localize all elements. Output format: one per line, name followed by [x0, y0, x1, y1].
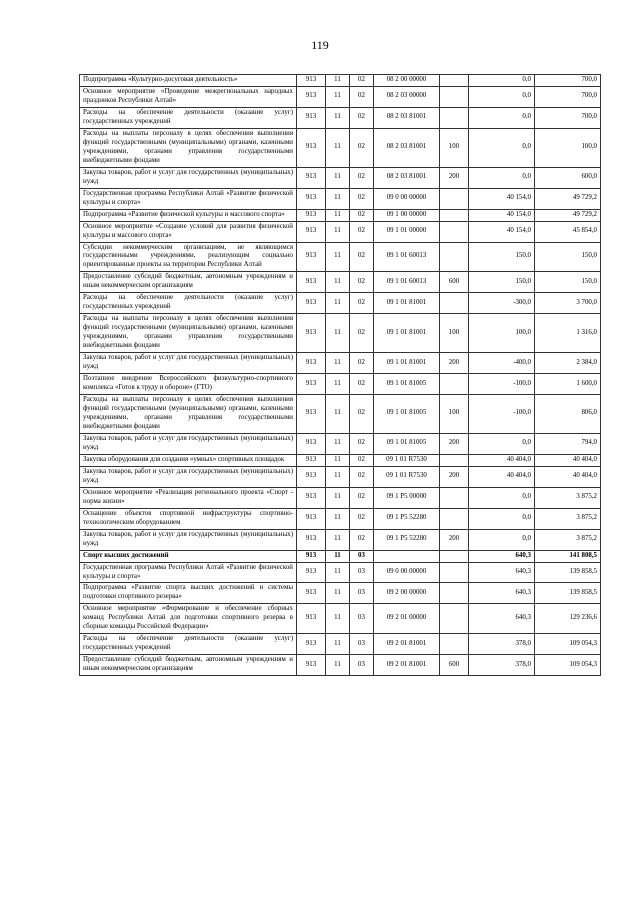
total-amount-cell: 700,0: [535, 75, 601, 87]
ministry-code-cell: 913: [297, 529, 326, 550]
section-cell: 11: [326, 487, 350, 508]
ministry-code-cell: 913: [297, 508, 326, 529]
ministry-code-cell: 913: [297, 550, 326, 562]
expense-type-cell: 600: [440, 272, 469, 293]
target-article-cell: 08 2 00 00000: [374, 75, 440, 87]
ministry-code-cell: 913: [297, 454, 326, 466]
line-item-name: Закупка товаров, работ и услуг для государственных (муниципальных) нужд: [80, 433, 297, 454]
expense-type-cell: 200: [440, 433, 469, 454]
section-cell: 11: [326, 272, 350, 293]
expense-type-cell: [440, 293, 469, 314]
expense-type-cell: [440, 562, 469, 583]
target-article-cell: 09 1 01 R7530: [374, 454, 440, 466]
total-amount-cell: 3 875,2: [535, 529, 601, 550]
line-item-name: Расходы на выплаты персоналу в целях обеспечения выполнения функций государственными (муниципальными) органами, казенными учреждениями, органами управления государственными внебюджетными фондами: [80, 128, 297, 167]
total-amount-cell: 3 875,2: [535, 508, 601, 529]
change-amount-cell: 0,0: [469, 433, 535, 454]
total-amount-cell: 700,0: [535, 107, 601, 128]
table-row: [80, 529, 601, 550]
table-row: [80, 487, 601, 508]
target-article-cell: 09 2 00 00000: [374, 583, 440, 604]
line-item-name: Спорт высших достижений: [80, 550, 297, 562]
subsection-cell: 02: [350, 75, 374, 87]
table-row: [80, 634, 601, 655]
subsection-cell: 02: [350, 353, 374, 374]
target-article-cell: 09 1 01 R7530: [374, 466, 440, 487]
expense-type-cell: [440, 188, 469, 209]
table-row: [80, 583, 601, 604]
expense-type-cell: 200: [440, 529, 469, 550]
total-amount-cell: 139 858,5: [535, 562, 601, 583]
section-cell: 11: [326, 583, 350, 604]
change-amount-cell: -400,0: [469, 353, 535, 374]
line-item-name: Поэтапное внедрение Всероссийского физкультурно-спортивного комплекса «Готов к труду и обороне» (ГТО): [80, 374, 297, 395]
total-amount-cell: 40 404,0: [535, 454, 601, 466]
total-amount-cell: 150,0: [535, 242, 601, 272]
section-cell: 11: [326, 454, 350, 466]
subsection-cell: 02: [350, 487, 374, 508]
subsection-cell: 03: [350, 604, 374, 634]
change-amount-cell: 0,0: [469, 487, 535, 508]
subsection-cell: 02: [350, 128, 374, 167]
section-cell: 11: [326, 529, 350, 550]
ministry-code-cell: 913: [297, 562, 326, 583]
expense-type-cell: 600: [440, 655, 469, 676]
total-amount-cell: 3 700,0: [535, 293, 601, 314]
section-cell: 11: [326, 314, 350, 353]
table-row: [80, 221, 601, 242]
section-cell: 11: [326, 221, 350, 242]
target-article-cell: 09 2 01 00000: [374, 604, 440, 634]
expense-type-cell: [440, 583, 469, 604]
line-item-name: Основное мероприятие «Формирование и обеспечение сборных команд Республики Алтай для подготовки спортивного резерва в сборные команды Российской Федерации»: [80, 604, 297, 634]
section-cell: 11: [326, 353, 350, 374]
line-item-name: Закупка товаров, работ и услуг для государственных (муниципальных) нужд: [80, 353, 297, 374]
change-amount-cell: 0,0: [469, 167, 535, 188]
expense-type-cell: [440, 454, 469, 466]
subsection-cell: 02: [350, 508, 374, 529]
change-amount-cell: 640,3: [469, 550, 535, 562]
target-article-cell: 09 1 00 00000: [374, 209, 440, 221]
ministry-code-cell: 913: [297, 395, 326, 434]
target-article-cell: 09 2 01 81001: [374, 655, 440, 676]
change-amount-cell: 0,0: [469, 128, 535, 167]
ministry-code-cell: 913: [297, 353, 326, 374]
table-row: [80, 86, 601, 107]
total-amount-cell: 1 600,0: [535, 374, 601, 395]
ministry-code-cell: 913: [297, 487, 326, 508]
line-item-name: Предоставление субсидий бюджетным, автономным учреждениям и иным некоммерческим организациям: [80, 272, 297, 293]
total-amount-cell: 139 858,5: [535, 583, 601, 604]
total-amount-cell: 49 729,2: [535, 209, 601, 221]
subsection-cell: 02: [350, 272, 374, 293]
change-amount-cell: 40 154,0: [469, 221, 535, 242]
line-item-name: Основное мероприятие «Реализация регионального проекта «Спорт - норма жизни»: [80, 487, 297, 508]
subsection-cell: 02: [350, 314, 374, 353]
subsection-cell: 02: [350, 242, 374, 272]
line-item-name: Предоставление субсидий бюджетным, автономным учреждениям и иным некоммерческим организациям: [80, 655, 297, 676]
change-amount-cell: 40 154,0: [469, 209, 535, 221]
section-cell: 11: [326, 433, 350, 454]
expense-type-cell: [440, 374, 469, 395]
subsection-cell: 02: [350, 209, 374, 221]
target-article-cell: 09 0 00 00000: [374, 562, 440, 583]
total-amount-cell: 700,0: [535, 86, 601, 107]
table-row: [80, 272, 601, 293]
section-cell: 11: [326, 209, 350, 221]
line-item-name: Государственная программа Республики Алтай «Развитие физической культуры и спорта»: [80, 562, 297, 583]
table-row: [80, 107, 601, 128]
budget-table: [79, 74, 601, 676]
ministry-code-cell: 913: [297, 209, 326, 221]
change-amount-cell: 0,0: [469, 107, 535, 128]
section-cell: 11: [326, 128, 350, 167]
change-amount-cell: -100,0: [469, 395, 535, 434]
change-amount-cell: 378,0: [469, 634, 535, 655]
subsection-cell: 02: [350, 374, 374, 395]
line-item-name: Расходы на обеспечение деятельности (оказание услуг) государственных учреждений: [80, 107, 297, 128]
line-item-name: Расходы на обеспечение деятельности (оказание услуг) государственных учреждений: [80, 293, 297, 314]
ministry-code-cell: 913: [297, 433, 326, 454]
line-item-name: Закупка товаров, работ и услуг для государственных (муниципальных) нужд: [80, 466, 297, 487]
total-amount-cell: 40 404,0: [535, 466, 601, 487]
section-cell: 11: [326, 395, 350, 434]
table-row: [80, 75, 601, 87]
ministry-code-cell: 913: [297, 374, 326, 395]
total-amount-cell: 49 729,2: [535, 188, 601, 209]
table-row: [80, 353, 601, 374]
target-article-cell: 09 1 01 81005: [374, 395, 440, 434]
section-cell: 11: [326, 604, 350, 634]
ministry-code-cell: 913: [297, 583, 326, 604]
section-cell: 11: [326, 167, 350, 188]
ministry-code-cell: 913: [297, 86, 326, 107]
target-article-cell: 09 1 P5 52280: [374, 529, 440, 550]
table-row: [80, 562, 601, 583]
change-amount-cell: 150,0: [469, 242, 535, 272]
table-row: [80, 395, 601, 434]
table-row: [80, 209, 601, 221]
change-amount-cell: 378,0: [469, 655, 535, 676]
target-article-cell: 09 1 P5 52280: [374, 508, 440, 529]
change-amount-cell: 640,3: [469, 562, 535, 583]
change-amount-cell: 640,3: [469, 583, 535, 604]
expense-type-cell: [440, 604, 469, 634]
line-item-name: Подпрограмма «Развитие спорта высших достижений и системы подготовки спортивного резерва»: [80, 583, 297, 604]
subsection-cell: 03: [350, 655, 374, 676]
table-row: [80, 508, 601, 529]
total-amount-cell: 100,0: [535, 128, 601, 167]
ministry-code-cell: 913: [297, 604, 326, 634]
expense-type-cell: [440, 107, 469, 128]
table-row: [80, 293, 601, 314]
table-row: [80, 454, 601, 466]
line-item-name: Государственная программа Республики Алтай «Развитие физической культуры и спорта»: [80, 188, 297, 209]
total-amount-cell: 45 854,0: [535, 221, 601, 242]
section-cell: 11: [326, 634, 350, 655]
section-cell: 11: [326, 374, 350, 395]
subsection-cell: 03: [350, 634, 374, 655]
ministry-code-cell: 913: [297, 466, 326, 487]
target-article-cell: 09 1 01 60013: [374, 272, 440, 293]
section-cell: 11: [326, 86, 350, 107]
expense-type-cell: [440, 75, 469, 87]
subsection-cell: 02: [350, 395, 374, 434]
line-item-name: Расходы на выплаты персоналу в целях обеспечения выполнения функций государственными (муниципальными) органами, казенными учреждениями, органами управления государственными внебюджетными фондами: [80, 314, 297, 353]
line-item-name: Оснащение объектов спортивной инфраструктуры спортивно-технологическим оборудованием: [80, 508, 297, 529]
expense-type-cell: [440, 221, 469, 242]
expense-type-cell: [440, 487, 469, 508]
change-amount-cell: 0,0: [469, 508, 535, 529]
section-cell: 11: [326, 188, 350, 209]
subsection-cell: 03: [350, 550, 374, 562]
expense-type-cell: [440, 86, 469, 107]
subsection-cell: 02: [350, 466, 374, 487]
subsection-cell: 02: [350, 188, 374, 209]
subsection-cell: 02: [350, 433, 374, 454]
target-article-cell: 08 2 03 81001: [374, 167, 440, 188]
line-item-name: Основное мероприятие «Проведение межрегиональных народных праздников Республики Алтай»: [80, 86, 297, 107]
target-article-cell: 09 1 01 81005: [374, 374, 440, 395]
ministry-code-cell: 913: [297, 293, 326, 314]
table-row: [80, 604, 601, 634]
ministry-code-cell: 913: [297, 272, 326, 293]
subsection-cell: 02: [350, 293, 374, 314]
table-row: [80, 374, 601, 395]
section-cell: 11: [326, 550, 350, 562]
section-cell: 11: [326, 508, 350, 529]
subsection-cell: 02: [350, 529, 374, 550]
line-item-name: Закупка товаров, работ и услуг для государственных (муниципальных) нужд: [80, 529, 297, 550]
change-amount-cell: 0,0: [469, 75, 535, 87]
target-article-cell: [374, 550, 440, 562]
ministry-code-cell: 913: [297, 188, 326, 209]
section-cell: 11: [326, 293, 350, 314]
subsection-cell: 03: [350, 562, 374, 583]
line-item-name: Основное мероприятие «Создание условий для развития физической культуры и массового спорта»: [80, 221, 297, 242]
table-row: [80, 128, 601, 167]
table-row: [80, 188, 601, 209]
change-amount-cell: 150,0: [469, 272, 535, 293]
subsection-cell: 02: [350, 167, 374, 188]
section-cell: 11: [326, 107, 350, 128]
line-item-name: Закупка товаров, работ и услуг для государственных (муниципальных) нужд: [80, 167, 297, 188]
target-article-cell: 09 2 01 81001: [374, 634, 440, 655]
change-amount-cell: 0,0: [469, 529, 535, 550]
target-article-cell: 09 1 01 81001: [374, 314, 440, 353]
total-amount-cell: 109 054,3: [535, 655, 601, 676]
line-item-name: Подпрограмма «Культурно-досуговая деятельность»: [80, 75, 297, 87]
ministry-code-cell: 913: [297, 221, 326, 242]
expense-type-cell: 200: [440, 466, 469, 487]
target-article-cell: 09 1 01 81001: [374, 353, 440, 374]
total-amount-cell: 2 384,0: [535, 353, 601, 374]
expense-type-cell: 100: [440, 128, 469, 167]
change-amount-cell: 0,0: [469, 86, 535, 107]
ministry-code-cell: 913: [297, 167, 326, 188]
change-amount-cell: 40 404,0: [469, 454, 535, 466]
line-item-name: Закупка оборудования для создания «умных» спортивных площадок: [80, 454, 297, 466]
target-article-cell: 09 1 01 81005: [374, 433, 440, 454]
page-number: 119: [311, 38, 329, 52]
expense-type-cell: [440, 242, 469, 272]
section-cell: 11: [326, 75, 350, 87]
target-article-cell: 09 1 P5 00000: [374, 487, 440, 508]
table-row: [80, 167, 601, 188]
change-amount-cell: -100,0: [469, 374, 535, 395]
change-amount-cell: -300,0: [469, 293, 535, 314]
line-item-name: Субсидии некоммерческим организациям, не являющимся государственными учреждениями, реализующим социально ориентированные проекты на территории Республики Алтай: [80, 242, 297, 272]
ministry-code-cell: 913: [297, 314, 326, 353]
table-row: [80, 655, 601, 676]
total-amount-cell: 129 236,6: [535, 604, 601, 634]
table-row: [80, 433, 601, 454]
total-amount-cell: 600,0: [535, 167, 601, 188]
table-row: [80, 466, 601, 487]
subsection-cell: 03: [350, 583, 374, 604]
change-amount-cell: 40 154,0: [469, 188, 535, 209]
target-article-cell: 08 2 03 81001: [374, 107, 440, 128]
ministry-code-cell: 913: [297, 634, 326, 655]
expense-type-cell: [440, 209, 469, 221]
change-amount-cell: 40 404,0: [469, 466, 535, 487]
target-article-cell: 09 1 01 00000: [374, 221, 440, 242]
target-article-cell: 08 2 03 00000: [374, 86, 440, 107]
section-cell: 11: [326, 466, 350, 487]
line-item-name: Расходы на обеспечение деятельности (оказание услуг) государственных учреждений: [80, 634, 297, 655]
section-cell: 11: [326, 242, 350, 272]
expense-type-cell: 200: [440, 167, 469, 188]
table-row: [80, 242, 601, 272]
expense-type-cell: 100: [440, 314, 469, 353]
total-amount-cell: 1 316,0: [535, 314, 601, 353]
subsection-cell: 02: [350, 454, 374, 466]
ministry-code-cell: 913: [297, 655, 326, 676]
table-row: [80, 550, 601, 562]
table-row: [80, 314, 601, 353]
total-amount-cell: 109 054,3: [535, 634, 601, 655]
subsection-cell: 02: [350, 86, 374, 107]
target-article-cell: 09 1 01 81001: [374, 293, 440, 314]
target-article-cell: 08 2 03 81001: [374, 128, 440, 167]
ministry-code-cell: 913: [297, 75, 326, 87]
line-item-name: Подпрограмма «Развитие физической культуры и массового спорта»: [80, 209, 297, 221]
target-article-cell: 09 0 00 00000: [374, 188, 440, 209]
subsection-cell: 02: [350, 221, 374, 242]
line-item-name: Расходы на выплаты персоналу в целях обеспечения выполнения функций государственными (муниципальными) органами, казенными учреждениями, органами управления государственными внебюджетными фондами: [80, 395, 297, 434]
expense-type-cell: [440, 508, 469, 529]
total-amount-cell: 3 875,2: [535, 487, 601, 508]
ministry-code-cell: 913: [297, 128, 326, 167]
expense-type-cell: [440, 634, 469, 655]
section-cell: 11: [326, 562, 350, 583]
change-amount-cell: 100,0: [469, 314, 535, 353]
target-article-cell: 09 1 01 60013: [374, 242, 440, 272]
total-amount-cell: 806,0: [535, 395, 601, 434]
ministry-code-cell: 913: [297, 242, 326, 272]
ministry-code-cell: 913: [297, 107, 326, 128]
total-amount-cell: 794,0: [535, 433, 601, 454]
subsection-cell: 02: [350, 107, 374, 128]
expense-type-cell: 200: [440, 353, 469, 374]
total-amount-cell: 150,0: [535, 272, 601, 293]
expense-type-cell: 100: [440, 395, 469, 434]
change-amount-cell: 640,3: [469, 604, 535, 634]
section-cell: 11: [326, 655, 350, 676]
total-amount-cell: 141 808,5: [535, 550, 601, 562]
expense-type-cell: [440, 550, 469, 562]
